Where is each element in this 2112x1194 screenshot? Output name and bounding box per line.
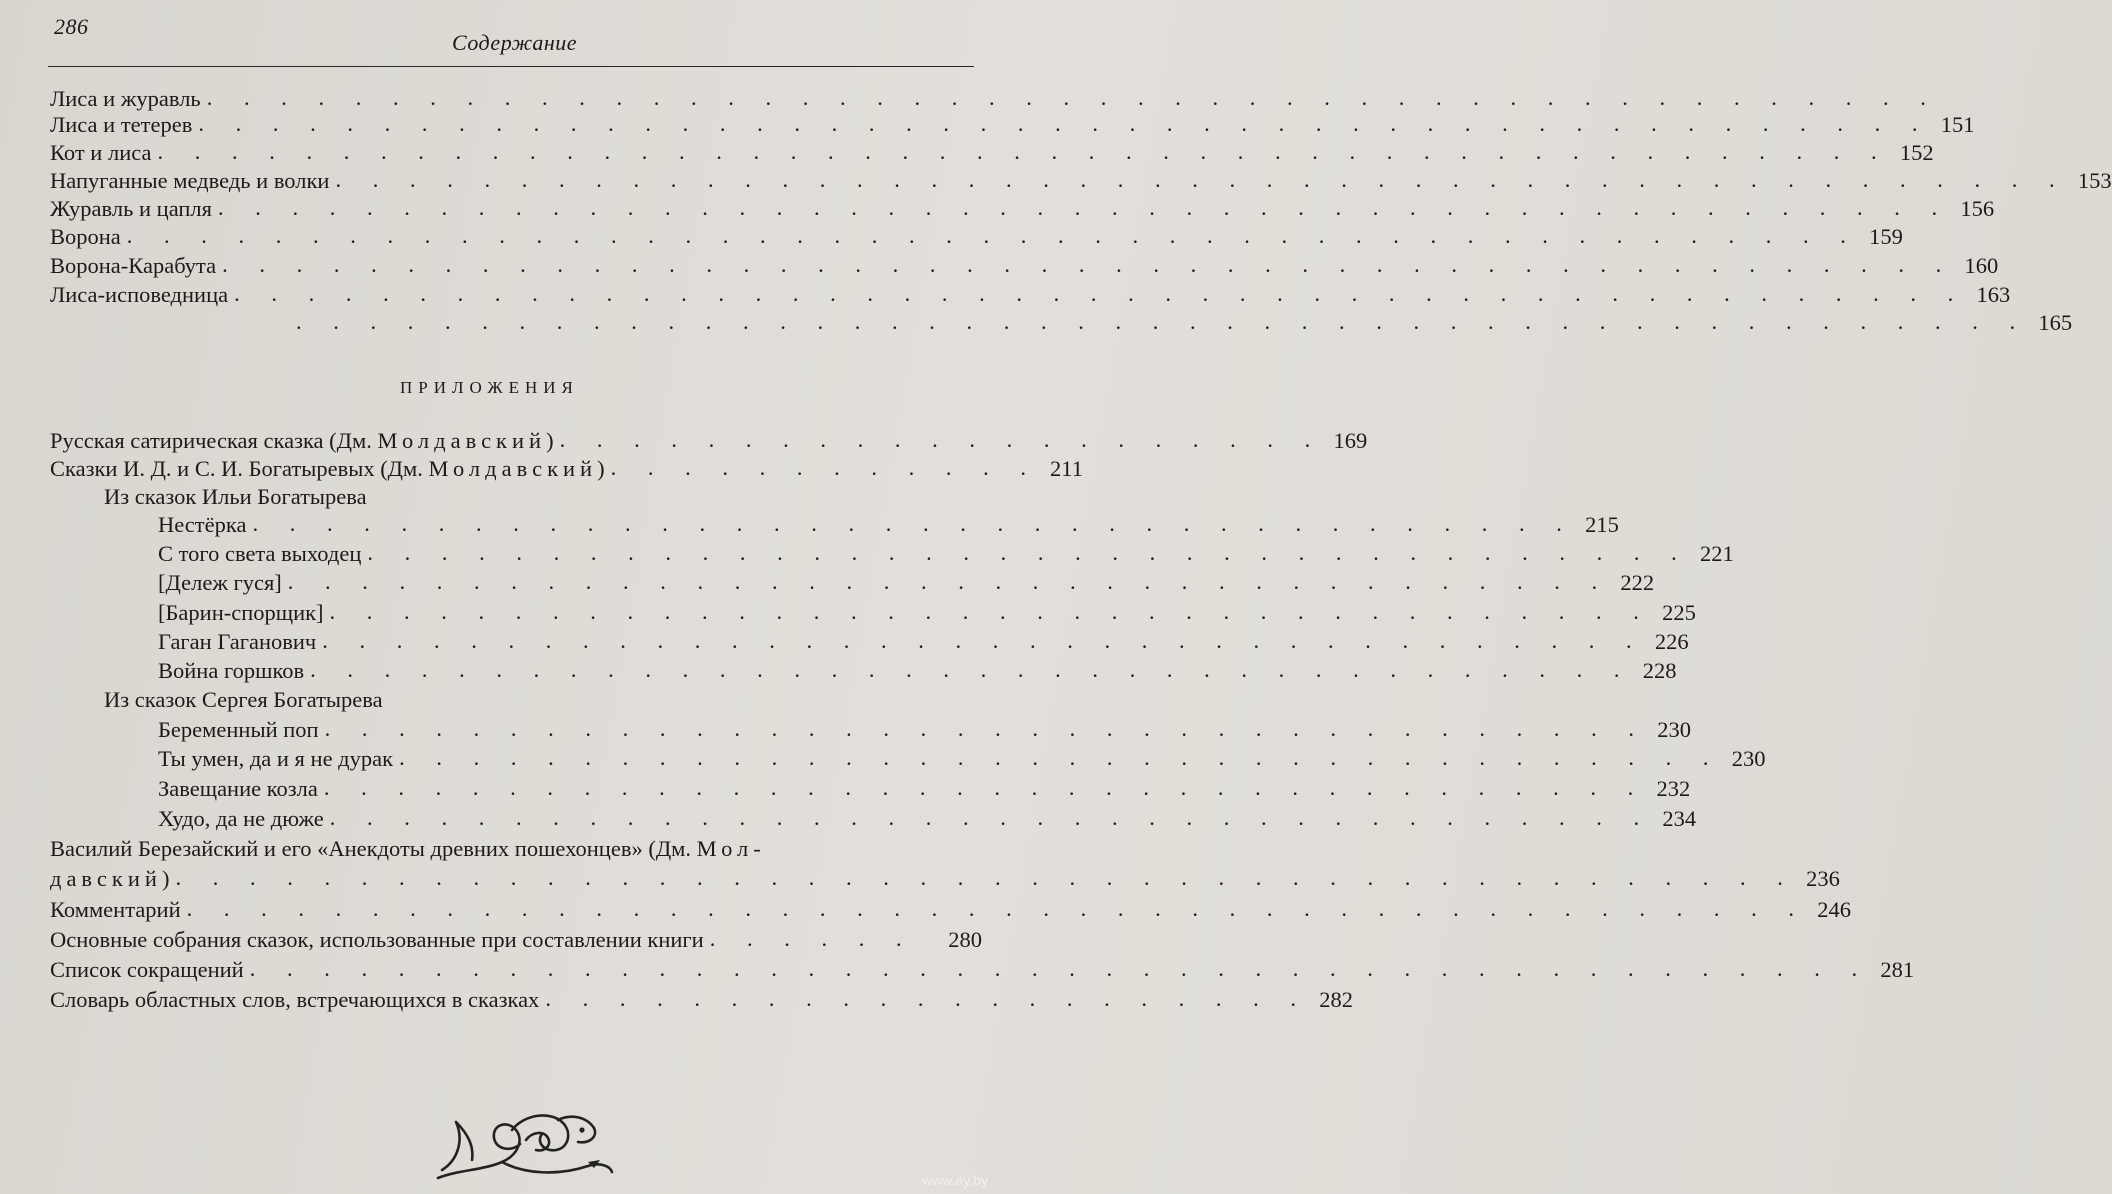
toc-subheading: Из сказок Ильи Богатырева: [104, 484, 367, 509]
toc-row: [50, 452, 1083, 482]
page-header: [48, 10, 974, 67]
toc-title: Напуганные медведь и волки: [50, 168, 330, 193]
toc-page: 246: [1817, 897, 1852, 922]
toc-title: Русская сатирическая сказка (Дм. Молдавский): [50, 428, 554, 453]
toc-title: Завещание козла: [158, 776, 318, 801]
page-number: 286: [54, 14, 89, 39]
toc-title: Беременный поп: [158, 717, 319, 742]
toc-page: 215: [1585, 512, 1619, 537]
toc-page: 151: [1940, 112, 1975, 137]
toc-title: [Дележ гуся]: [158, 570, 282, 595]
toc-title: Лиса и тетерев: [50, 112, 193, 137]
dot-leader: . . . . . . . . . . . . . . . . . . . . . . . . . . . . . . . . . . . . . . . . . . . .: [186, 896, 1808, 921]
ornament-fish-vignette-icon: [428, 1100, 618, 1180]
toc-page: 160: [1964, 253, 1999, 278]
toc-title: Журавль и цапля: [50, 196, 213, 221]
toc-row: [50, 424, 1368, 454]
toc-row: [158, 772, 1691, 802]
toc-page: 236: [1806, 866, 1840, 891]
toc-row: [158, 625, 1689, 655]
dot-leader: . . . . . . . . . . . .: [610, 455, 1039, 480]
toc-page: 165: [2038, 310, 2073, 335]
toc-page: 230: [1657, 717, 1691, 742]
dot-leader: . . . . . . . . . . . . . . . . . . . . . . . . . . . . . . . . . . . . . . . . . . . . . . .: [222, 252, 1955, 277]
toc-row: [104, 683, 982, 713]
toc-page: 226: [1654, 629, 1689, 654]
watermark: www.ay.by: [922, 1172, 988, 1188]
toc-title: Худо, да не дюже: [158, 806, 324, 831]
toc-row: [50, 192, 1995, 222]
toc-row: [50, 108, 1975, 138]
dot-leader: . . . . . . . . . . . . . . . . . . . . . . . . . . . . . . . . . . . . . . . . . . . . . . .: [198, 111, 1931, 136]
toc-row: [50, 862, 1840, 892]
toc-title: Нестёрка: [158, 512, 247, 537]
toc-page: 156: [1960, 196, 1995, 221]
toc-row: [158, 802, 1697, 832]
toc-page: 153: [2077, 168, 2112, 193]
dot-leader: . . . . . . . . . . . . . . . . . . . . . . . . . . . . . . . . . . . . . . . . . . . .: [249, 956, 1871, 981]
toc-page: 159: [1869, 224, 1903, 249]
toc-row: [158, 596, 1696, 626]
dot-leader: . . . . . . . . . . . . . . . . . . . . . . . . . . . . . . . . . . . . . . . . . . . . . . .: [126, 223, 1859, 248]
toc-title: Василий Березайский и его «Анекдоты древних пошехонцев» (Дм. Мол-: [50, 836, 766, 861]
dot-leader: . . . . . . . . . . . . . . . . . . . . . . . . . . . . . . . . . . . .: [329, 805, 1653, 830]
toc-page: 282: [1319, 987, 1353, 1012]
toc-title: Список сокращений: [50, 957, 244, 982]
toc-title: Комментарий: [50, 897, 181, 922]
toc-row: [50, 893, 1852, 923]
toc-row: [50, 220, 1903, 250]
section-heading: ПРИЛОЖЕНИЯ: [400, 378, 579, 397]
toc-subheading: Из сказок Сергея Богатырева: [104, 687, 383, 712]
dot-leader: . . . . . . . . . . . . . . . . . . . . . . . . . . . . . . . . . . . . . . . . . . . . . . .: [206, 85, 1939, 110]
toc-row: [50, 278, 2011, 308]
toc-title: давский): [50, 866, 170, 891]
toc-row: [50, 983, 1353, 1013]
toc-row: [290, 306, 2073, 336]
toc-row: [50, 136, 1934, 166]
dot-leader: . . . . . . . . . . . . . . . . . . . . . . . . . . . . . . . . . . . .: [287, 569, 1611, 594]
toc-page: 221: [1699, 541, 1734, 566]
toc-row: [50, 832, 982, 862]
toc-title: Ворона-Карабута: [50, 253, 217, 278]
dot-leader: . . . . . . . . . . . . . . . . . . . . . . . . . . . . . . . . . . . . . . . . . . . . . . .: [234, 281, 1967, 306]
toc-page: 280: [948, 927, 982, 952]
running-head: Содержание: [452, 30, 578, 55]
toc-row: [50, 953, 1915, 983]
dot-leader: . . . . . . . . . . . . . . . . . . . . . . . . . . . . . . . . . . . .: [310, 657, 1633, 682]
toc-row: [158, 566, 1655, 596]
toc-page: 225: [1662, 600, 1696, 625]
toc-page: 169: [1333, 428, 1368, 453]
toc-page: 230: [1731, 746, 1766, 771]
dot-leader: . . . . . . . . . . . . . . . . . . . . .: [545, 986, 1309, 1011]
toc-title: Ворона: [50, 224, 121, 249]
dot-leader: . . . . . . . . . . . . . . . . . . . . . . . . . . . . . . . . . . . .: [324, 716, 1647, 741]
toc-row: [158, 654, 1677, 684]
dot-leader: . . . . . . . . . . . . . . . . . . . . . . . . . . . . . . . . . . . .: [252, 511, 1575, 536]
toc-title: Основные собрания сказок, использованные при составлении книги: [50, 927, 704, 952]
toc-title: Кот и лиса: [50, 140, 152, 165]
toc-title: Гаган Гаганович: [158, 629, 317, 654]
toc-title: С того света выходец: [158, 541, 362, 566]
dot-leader: . . . . . . . . . . . . . . . . . . . . . . . . . . . . . . . . . . . .: [323, 775, 1647, 800]
toc-page: 163: [1976, 282, 2011, 307]
dot-leader: . . . . . .: [709, 926, 915, 951]
dot-leader: . . . . . . . . . . . . . . . . . . . . . . . . . . . . . . . . . . . . . . . . . . . . . . .: [157, 139, 1890, 164]
toc-page: 232: [1656, 776, 1691, 801]
dot-leader: . . . . . . . . . . . . . . . . . . . . .: [559, 427, 1324, 452]
toc-title: [Барин-спорщик]: [158, 600, 324, 625]
toc-row: [158, 742, 1766, 772]
toc-row: [50, 164, 2112, 194]
dot-leader: . . . . . . . . . . . . . . . . . . . . . . . . . . . . . . . . . . . .: [329, 599, 1652, 624]
dot-leader: . . . . . . . . . . . . . . . . . . . . . . . . . . . . . . . . . . . .: [367, 540, 1690, 565]
dot-leader: . . . . . . . . . . . . . . . . . . . . . . . . . . . . . . . . . . . . . . . . . . . . . . .: [296, 309, 2029, 334]
dot-leader: . . . . . . . . . . . . . . . . . . . . . . . . . . . . . . . . . . . . . . . . . . . . . . .: [218, 195, 1951, 220]
dot-leader: . . . . . . . . . . . . . . . . . . . . . . . . . . . . . . . . . . . . . . . . . . . .: [175, 865, 1796, 890]
dot-leader: . . . . . . . . . . . . . . . . . . . . . . . . . . . . . . . . . . . . . . . . . . . . . . .: [335, 167, 2068, 192]
toc-page: 281: [1880, 957, 1915, 982]
dot-leader: . . . . . . . . . . . . . . . . . . . . . . . . . . . . . . . . . . . .: [399, 745, 1722, 770]
toc-title: Ты умен, да и я не дурак: [158, 746, 394, 771]
toc-page: 234: [1662, 806, 1697, 831]
toc-row: [50, 249, 1999, 279]
toc-page: 228: [1642, 658, 1677, 683]
toc-title: Лиса-исповедница: [50, 282, 229, 307]
toc-page: 211: [1050, 456, 1083, 481]
toc-title: Лиса и журавль: [50, 86, 201, 111]
toc-row: [158, 537, 1734, 567]
toc-title: Сказки И. Д. и С. И. Богатыревых (Дм. Молдавский): [50, 456, 605, 481]
toc-row: [50, 923, 982, 953]
dot-leader: . . . . . . . . . . . . . . . . . . . . . . . . . . . . . . . . . . . .: [322, 628, 1645, 653]
toc-page: 152: [1899, 140, 1934, 165]
toc-row: [158, 713, 1691, 743]
toc-row: [158, 508, 1619, 538]
toc-page: 222: [1620, 570, 1655, 595]
toc-title: Война горшков: [158, 658, 305, 683]
toc-title: Словарь областных слов, встречающихся в сказках: [50, 987, 540, 1012]
toc-row: [104, 480, 982, 510]
